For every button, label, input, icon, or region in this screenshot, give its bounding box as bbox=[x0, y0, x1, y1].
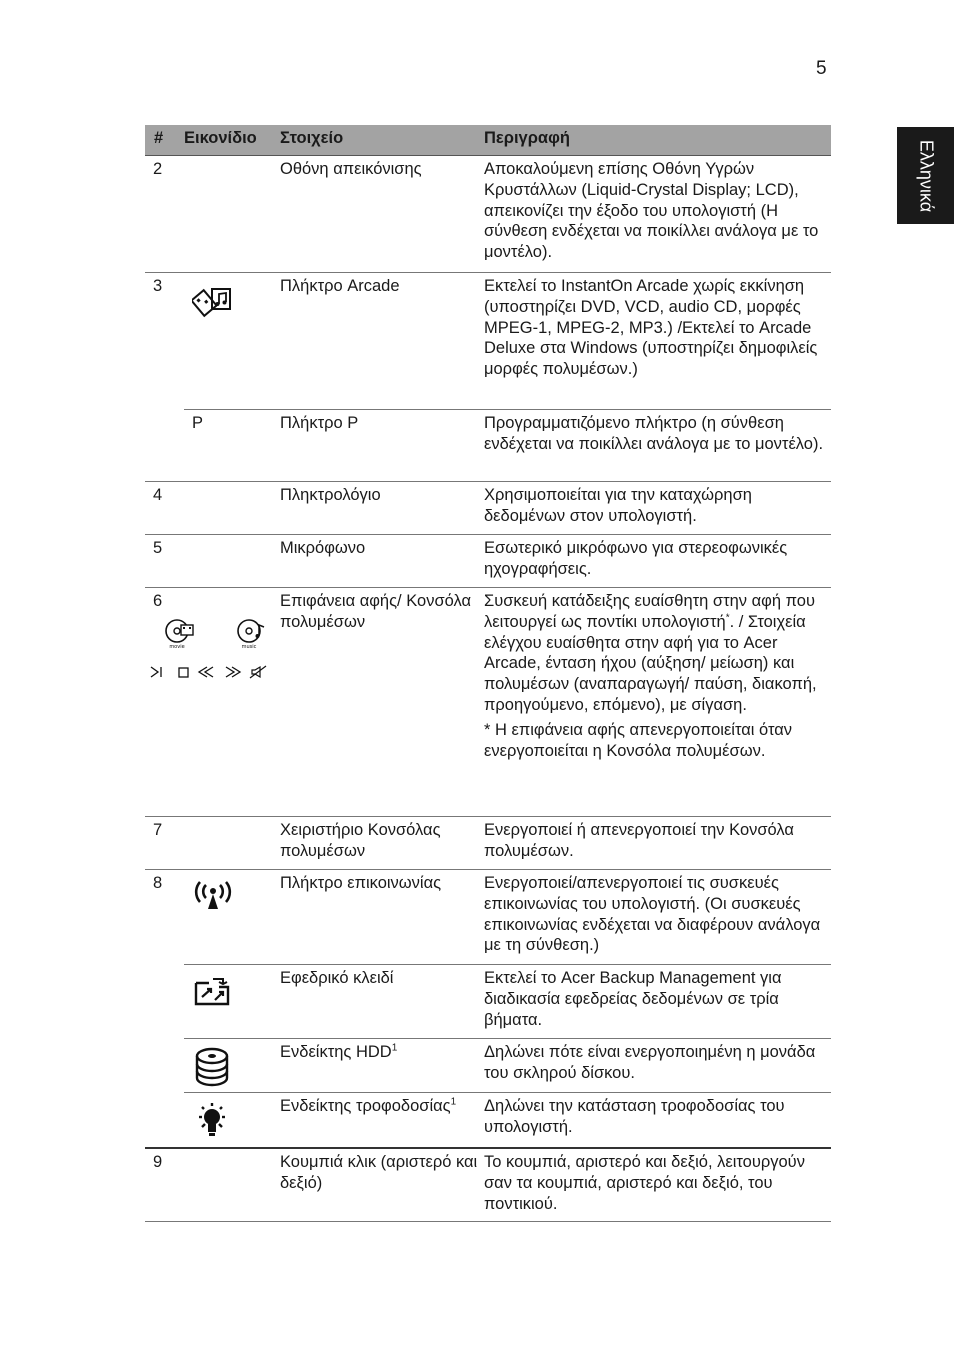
row-item: Επιφάνεια αφής/ Κονσόλα πολυμέσων bbox=[280, 592, 472, 631]
row-num: 8 bbox=[153, 874, 163, 892]
row-icon-cell bbox=[169, 588, 280, 816]
music-disc-icon bbox=[233, 618, 269, 650]
header-num: # bbox=[154, 129, 164, 147]
row-num: 7 bbox=[153, 821, 163, 839]
component-table bbox=[145, 125, 831, 1222]
row-num: 4 bbox=[153, 486, 163, 504]
language-tab bbox=[897, 127, 954, 224]
row-item: Πλήκτρο επικοινωνίας bbox=[280, 874, 442, 892]
table-header bbox=[145, 125, 831, 156]
row-item: Πλήκτρο P bbox=[280, 409, 484, 481]
row-item: Ενδείκτης HDD bbox=[280, 1043, 392, 1061]
language-tab-label: Ελληνικά bbox=[916, 139, 936, 212]
row-num: 6 bbox=[153, 592, 163, 610]
row-item: Ενδείκτης τροφοδοσίας bbox=[280, 1097, 451, 1115]
row-icon-cell bbox=[184, 1038, 280, 1092]
row-icon-cell bbox=[184, 1092, 280, 1147]
row-num: 9 bbox=[153, 1153, 163, 1171]
arcade-icon bbox=[192, 285, 234, 321]
row-item: Μικρόφωνο bbox=[280, 539, 366, 557]
wireless-icon bbox=[193, 881, 233, 911]
media-controls-icons bbox=[149, 664, 284, 680]
table-row bbox=[145, 1038, 831, 1092]
row-icon-cell bbox=[184, 156, 280, 272]
row-icon-cell bbox=[184, 870, 280, 964]
table-row bbox=[145, 409, 831, 482]
row-desc: Συσκευή κατάδειξης ευαίσθητη στην αφή που λειτουργεί ως ποντίκι υπολογιστή*. / Στοιχεία ελέγχου ευαίσθητα στην αφή για το Acer Arcade, ένταση ήχου (αύξηση/ μείωση) και πολυμέσων (αναπαραγωγή/ παύση, διακοπή, προηγούμενο, επόμενο), με σίγαση. bbox=[484, 592, 817, 714]
hdd-icon bbox=[194, 1047, 230, 1087]
row-desc: Εκτελεί το Acer Backup Management για διαδικασία εφεδρείας δεδομένων σε τρία βήματα. bbox=[484, 964, 831, 1038]
row-desc: Αποκαλούμενη επίσης Οθόνη Υγρών Κρυστάλλων (Liquid-Crystal Display; LCD), απεικονίζει την έξοδο του υπολογιστή (Η σύνθεση ενδέχεται να ποικίλλει ανάλογα με το μοντέλο). bbox=[484, 160, 819, 262]
row-desc: Το κουμπιά, αριστερό και δεξιό, λειτουργούν σαν τα κουμπιά, αριστερό και δεξιό, του ποντικιού. bbox=[484, 1153, 805, 1213]
header-item: Στοιχείο bbox=[280, 129, 344, 147]
table-row bbox=[145, 482, 831, 535]
header-desc: Περιγραφή bbox=[484, 129, 570, 147]
row-num bbox=[145, 964, 184, 1038]
row-note: * Η επιφάνεια αφής απενεργοποιείται όταν ενεργοποιείται η Κονσόλα πολυμέσων. bbox=[484, 720, 793, 760]
media-console-icons bbox=[149, 618, 284, 688]
table-row bbox=[145, 1149, 831, 1222]
row-icon-cell bbox=[184, 1149, 280, 1221]
mute-icon bbox=[250, 666, 266, 678]
power-indicator-icon bbox=[194, 1101, 230, 1141]
row-item-cell bbox=[280, 1092, 484, 1147]
row-num bbox=[145, 409, 184, 481]
row-icon-cell bbox=[184, 964, 280, 1038]
table-row bbox=[145, 817, 831, 870]
row-desc-cell bbox=[484, 588, 831, 816]
row-item: Πληκτρολόγιο bbox=[280, 486, 381, 504]
table-row bbox=[145, 588, 831, 817]
row-desc: Εκτελεί το InstantOn Arcade χωρίς εκκίνηση (υποστηρίζει DVD, VCD, audio CD, μορφές MPEG-1, MPEG-2, MP3.) /Εκτελεί το Arcade Deluxe στα Windows (υποστηρίζει δημοφιλείς μορφές πολυμέσων.) bbox=[484, 277, 818, 379]
table-row bbox=[145, 273, 831, 409]
stop-icon bbox=[179, 668, 188, 677]
row-num bbox=[145, 1038, 184, 1092]
previous-icon bbox=[199, 667, 213, 677]
row-item: Οθόνη απεικόνισης bbox=[280, 160, 422, 178]
row-desc: Δηλώνει πότε είναι ενεργοποιημένη η μονάδα του σκληρού δίσκου. bbox=[484, 1038, 831, 1092]
backup-icon bbox=[193, 977, 233, 1007]
table-row bbox=[145, 1092, 831, 1149]
row-item: Χειριστήριο Κονσόλας πολυμέσων bbox=[280, 821, 441, 860]
table-row bbox=[145, 156, 831, 273]
footnote-marker: 1 bbox=[450, 1096, 457, 1108]
row-item: Εφεδρικό κλειδί bbox=[280, 964, 484, 1038]
row-num: 5 bbox=[153, 539, 163, 557]
row-desc: Δηλώνει την κατάσταση τροφοδοσίας του υπολογιστή. bbox=[484, 1092, 831, 1147]
row-icon-cell bbox=[184, 273, 280, 409]
header-icon: Εικονίδιο bbox=[184, 129, 257, 147]
p-key-label: P bbox=[184, 409, 280, 481]
row-desc: Ενεργοποιεί ή απενεργοποιεί την Κονσόλα πολυμέσων. bbox=[484, 821, 794, 860]
row-icon-cell bbox=[184, 535, 280, 587]
row-desc: Ενεργοποιεί/απενεργοποιεί τις συσκευές επικοινωνίας του υπολογιστή. (Οι συσκευές επικοινωνίας ενδέχεται να διαφέρουν ανάλογα με τη σύνθεση.) bbox=[484, 874, 821, 955]
row-item: Κουμπιά κλικ (αριστερό και δεξιό) bbox=[280, 1153, 478, 1192]
next-icon bbox=[226, 667, 240, 677]
row-icon-cell bbox=[184, 817, 280, 869]
row-item-cell bbox=[280, 1038, 484, 1092]
table-row bbox=[145, 535, 831, 588]
movie-disc-icon bbox=[161, 618, 197, 650]
row-item: Πλήκτρο Arcade bbox=[280, 277, 400, 295]
table-row bbox=[145, 870, 831, 964]
row-num: 3 bbox=[153, 277, 163, 295]
row-num: 2 bbox=[153, 160, 163, 178]
play-pause-icon bbox=[151, 667, 161, 677]
row-desc: Χρησιμοποιείται για την καταχώρηση δεδομένων στον υπολογιστή. bbox=[484, 486, 752, 525]
row-num bbox=[145, 1092, 184, 1147]
row-icon-cell bbox=[184, 482, 280, 534]
table-row bbox=[145, 964, 831, 1038]
movie-label: movie bbox=[169, 644, 185, 650]
row-desc: Προγραμματιζόμενο πλήκτρο (η σύνθεση ενδέχεται να ποικίλλει ανάλογα με το μοντέλο). bbox=[484, 409, 831, 481]
page-number: 5 bbox=[816, 58, 827, 79]
footnote-marker: 1 bbox=[391, 1042, 398, 1054]
row-desc: Εσωτερικό μικρόφωνο για στερεοφωνικές ηχογραφήσεις. bbox=[484, 539, 788, 578]
music-label: music bbox=[241, 644, 257, 650]
